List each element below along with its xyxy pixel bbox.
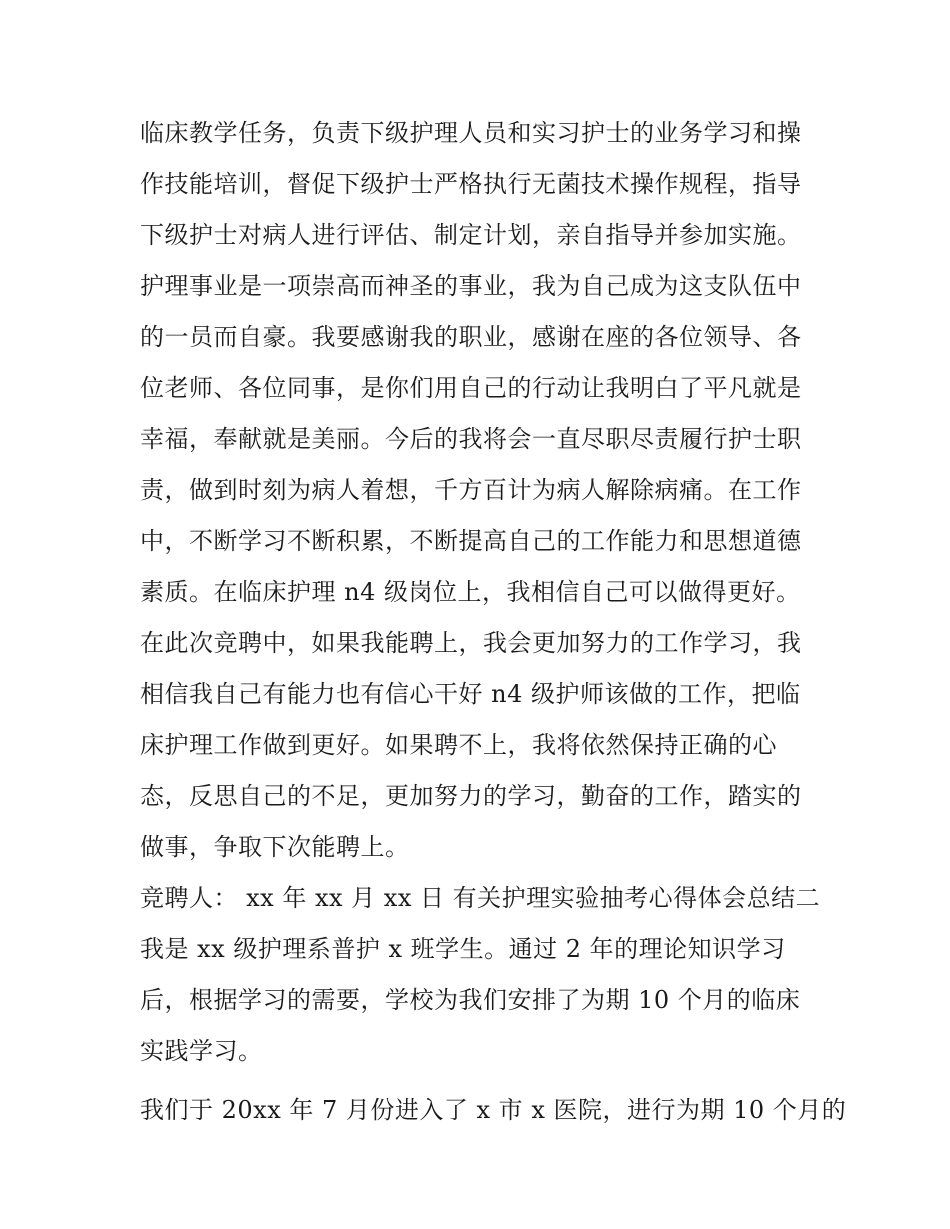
paragraph-gap <box>140 1077 830 1085</box>
text-line: 相信我自己有能力也有信心干好 n4 级护师该做的工作，把临 <box>140 680 801 708</box>
text-line: 实践学习。 <box>140 1037 263 1065</box>
text-line: 临床教学任务，负责下级护理人员和实习护士的业务学习和操 <box>140 119 802 147</box>
text-line: 幸福，奉献就是美丽。今后的我将会一直尽职尽责履行护士职 <box>140 425 802 453</box>
text-line: 作技能培训，督促下级护士严格执行无菌技术操作规程，指导 <box>140 170 802 198</box>
text-line: 床护理工作做到更好。如果聘不上，我将依然保持正确的心 <box>140 731 777 759</box>
text-line: 位老师、各位同事，是你们用自己的行动让我明白了平凡就是 <box>140 374 802 402</box>
text-line: 在此次竞聘中，如果我能聘上，我会更加努力的工作学习，我 <box>140 629 802 657</box>
text-line: 护理事业是一项崇高而神圣的事业，我为自己成为这支队伍中 <box>140 272 802 300</box>
text-line: 做事，争取下次能聘上。 <box>140 833 410 861</box>
text-line: 我是 xx 级护理系普护 x 班学生。通过 2 年的理论知识学习 <box>140 935 786 963</box>
text-line: 素质。在临床护理 n4 级岗位上，我相信自己可以做得更好。 <box>140 578 801 606</box>
text-line: 的一员而自豪。我要感谢我的职业，感谢在座的各位领导、各 <box>140 323 802 351</box>
text-line: 责，做到时刻为病人着想，千方百计为病人解除病痛。在工作 <box>140 476 802 504</box>
document-body <box>140 108 847 1136</box>
text-line: 竞聘人： xx 年 xx 月 xx 日 有关护理实验抽考心得体会总结二 <box>140 884 821 912</box>
text-line: 中，不断学习不断积累，不断提高自己的工作能力和思想道德 <box>140 527 802 555</box>
text-line: 后，根据学习的需要，学校为我们安排了为期 10 个月的临床 <box>140 986 801 1014</box>
text-line: 我们于 20xx 年 7 月份进入了 x 市 x 医院，进行为期 10 个月的 <box>140 1096 847 1124</box>
text-line: 下级护士对病人进行评估、制定计划，亲自指导并参加实施。 <box>140 221 802 249</box>
text-line: 态，反思自己的不足，更加努力的学习，勤奋的工作，踏实的 <box>140 782 802 810</box>
